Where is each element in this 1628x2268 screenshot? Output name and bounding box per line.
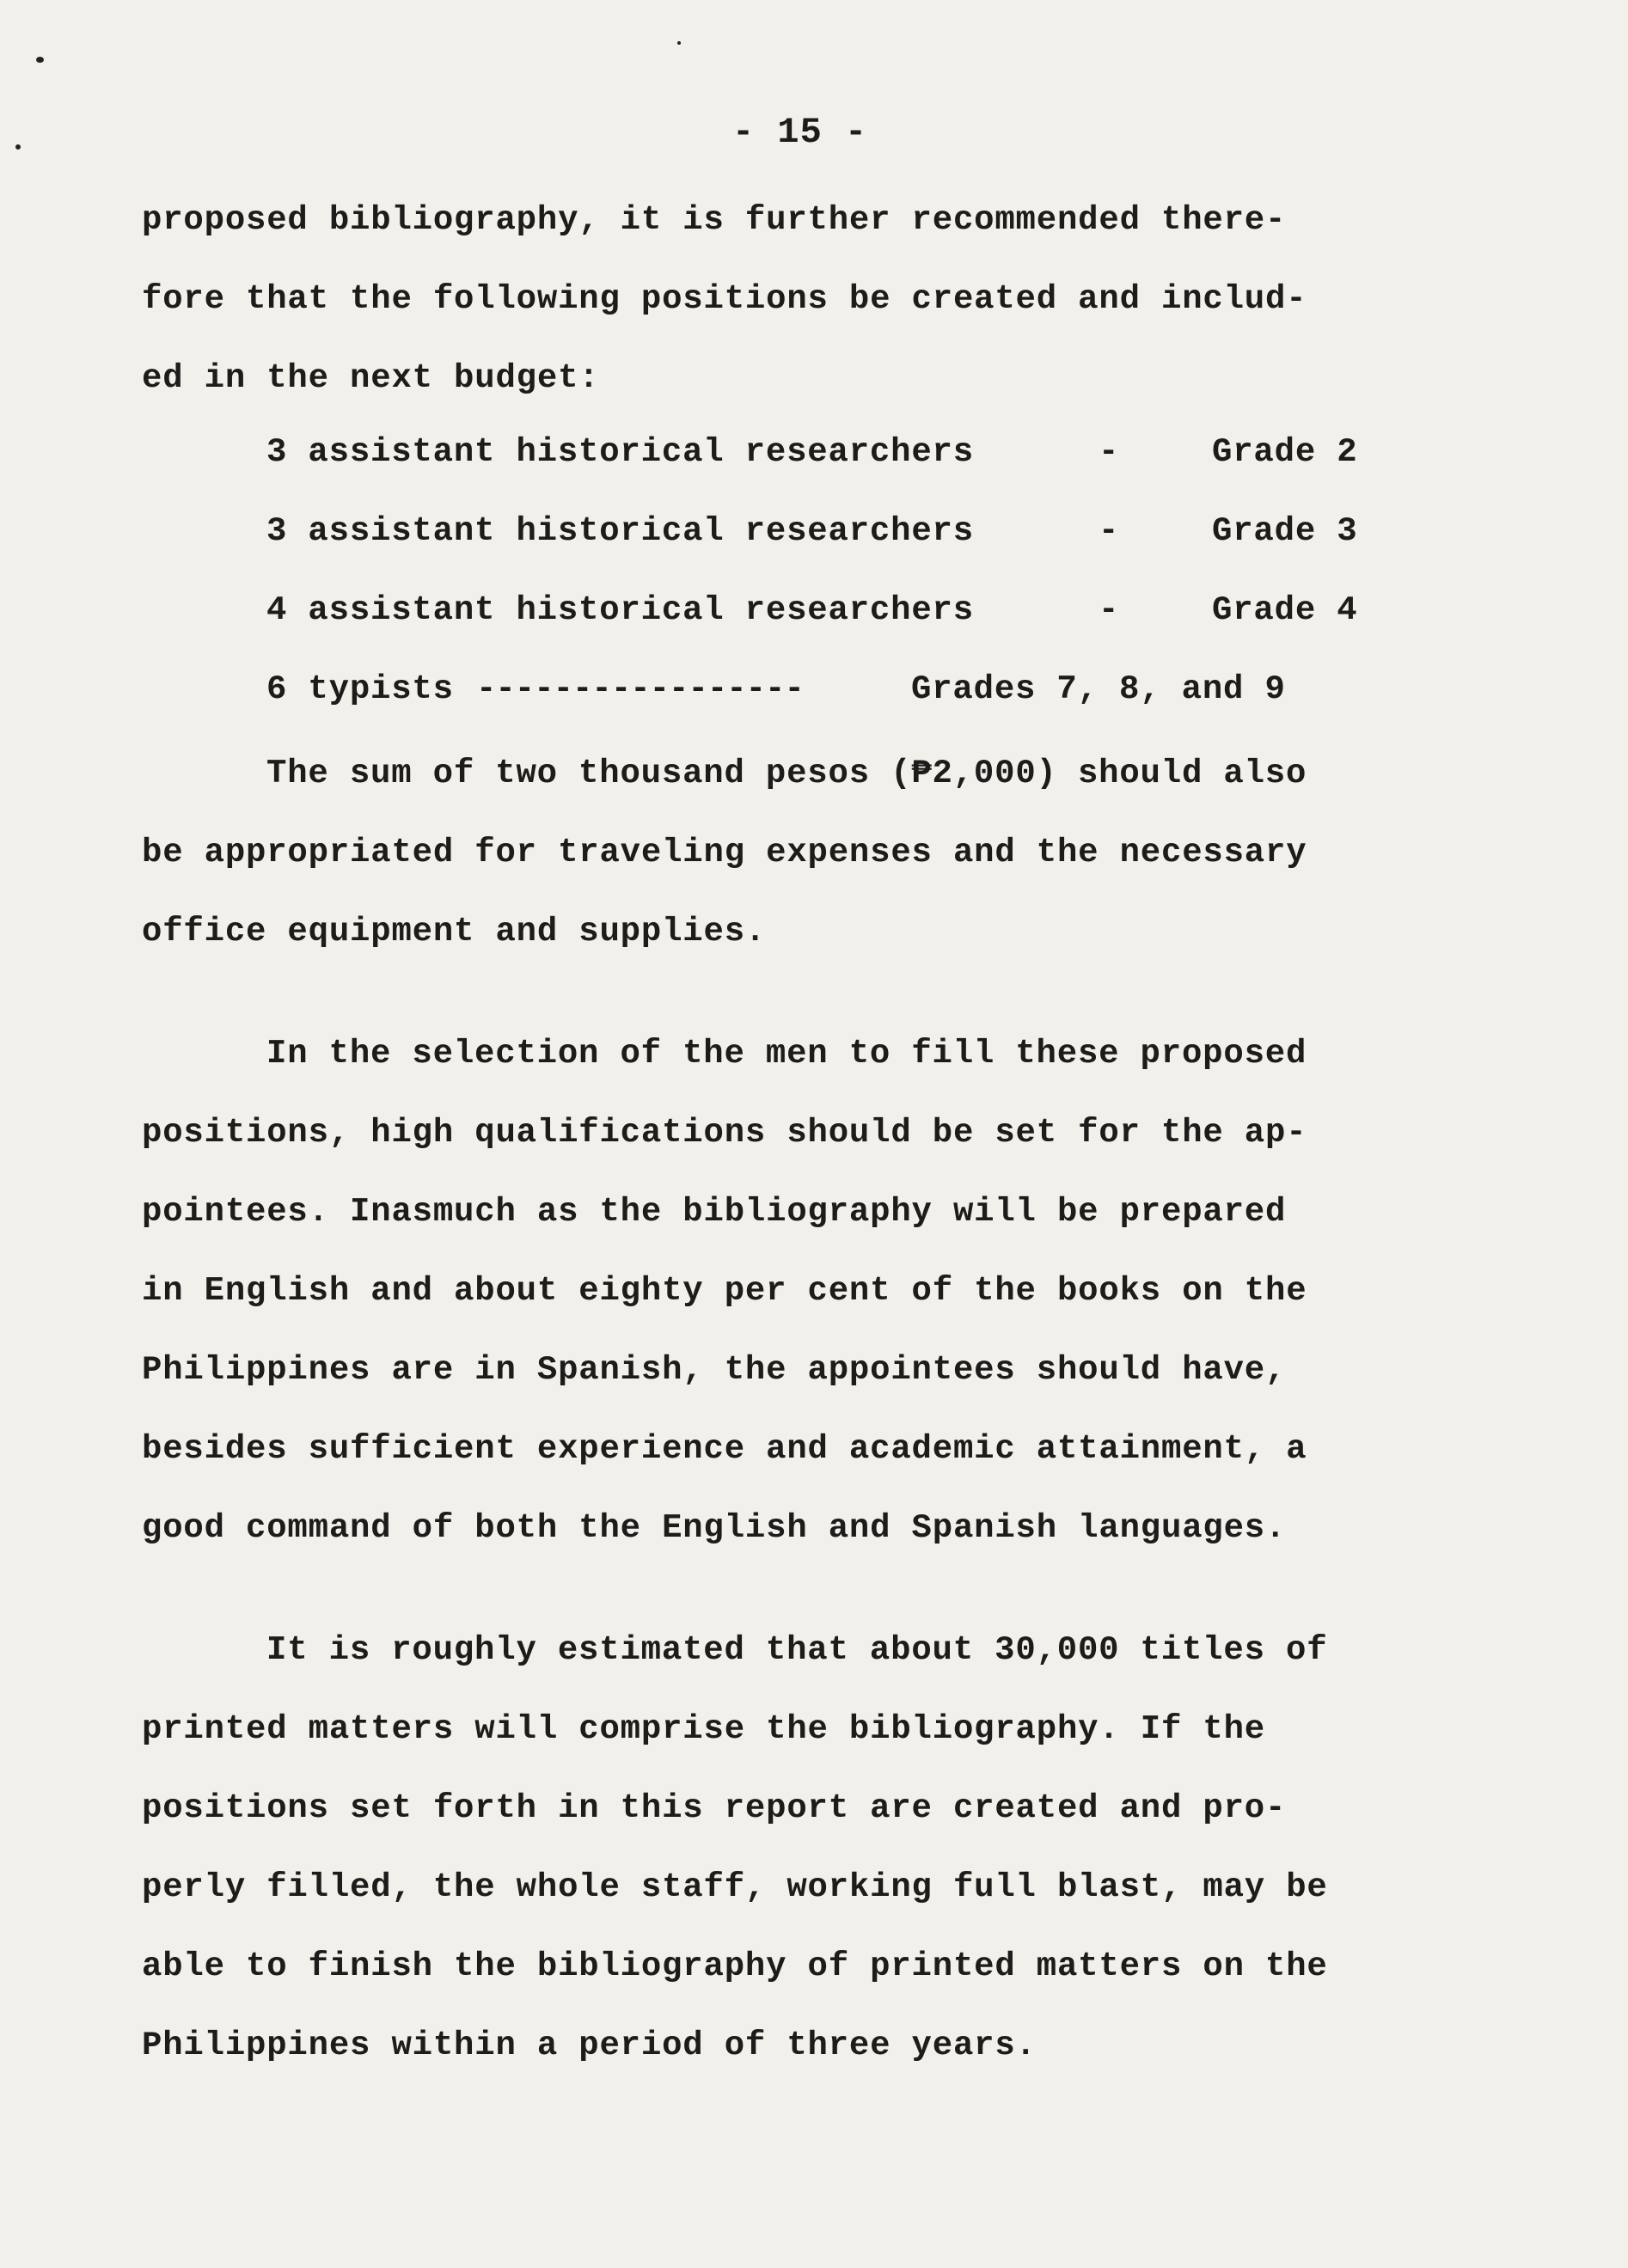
position-separator: - [1099, 591, 1120, 629]
position-title: 4 assistant historical researchers [266, 591, 974, 629]
position-separator: - [1099, 512, 1120, 550]
text-line: perly filled, the whole staff, working full blast, may be [142, 1868, 1328, 1906]
text-line: printed matters will comprise the bibliography. If the [142, 1710, 1266, 1748]
position-row [266, 492, 1401, 571]
position-row [266, 571, 1401, 650]
text-line: Philippines are in Spanish, the appointees should have, [142, 1351, 1287, 1389]
position-title: 3 assistant historical researchers [266, 512, 974, 550]
position-row [266, 413, 1401, 492]
text-line: It is roughly estimated that about 30,000 titles of [266, 1631, 1328, 1669]
selection-paragraph [142, 1014, 1517, 1568]
scan-speck [677, 41, 681, 45]
scan-speck [36, 57, 44, 63]
text-line: fore that the following positions be created and includ- [142, 280, 1307, 318]
text-line: ed in the next budget: [142, 359, 600, 397]
text-line: besides sufficient experience and academic attainment, a [142, 1430, 1307, 1468]
positions-list [266, 413, 1401, 729]
position-grade: Grade 4 [1212, 591, 1358, 629]
position-separator: - [1099, 433, 1120, 471]
page-number: - 15 - [732, 112, 868, 153]
text-line: in English and about eighty per cent of the books on the [142, 1272, 1307, 1310]
text-line: In the selection of the men to fill these proposed [266, 1035, 1307, 1073]
funds-paragraph [142, 734, 1517, 971]
text-line: good command of both the English and Spanish languages. [142, 1509, 1287, 1547]
text-line: positions, high qualifications should be set for the ap- [142, 1114, 1307, 1152]
text-line: proposed bibliography, it is further recommended there- [142, 201, 1287, 239]
position-title: 6 typists [266, 670, 454, 708]
position-grade: Grades 7, 8, and 9 [911, 670, 1286, 708]
text-line: able to finish the bibliography of printed matters on the [142, 1947, 1328, 1985]
text-line: pointees. Inasmuch as the bibliography will be prepared [142, 1193, 1287, 1231]
position-row-typists [266, 650, 1401, 729]
position-grade: Grade 3 [1212, 512, 1358, 550]
text-line: positions set forth in this report are created and pro- [142, 1789, 1287, 1827]
position-title: 3 assistant historical researchers [266, 433, 974, 471]
position-separator: ----------------- [476, 670, 804, 708]
scan-speck [15, 144, 21, 150]
text-line: Philippines within a period of three years. [142, 2027, 1037, 2064]
text-line: The sum of two thousand pesos (₱2,000) should also [266, 755, 1307, 792]
estimate-paragraph [142, 1611, 1517, 2085]
position-grade: Grade 2 [1212, 433, 1358, 471]
text-line: be appropriated for traveling expenses and the necessary [142, 834, 1307, 871]
intro-paragraph [142, 180, 1517, 418]
text-line: office equipment and supplies. [142, 913, 767, 951]
